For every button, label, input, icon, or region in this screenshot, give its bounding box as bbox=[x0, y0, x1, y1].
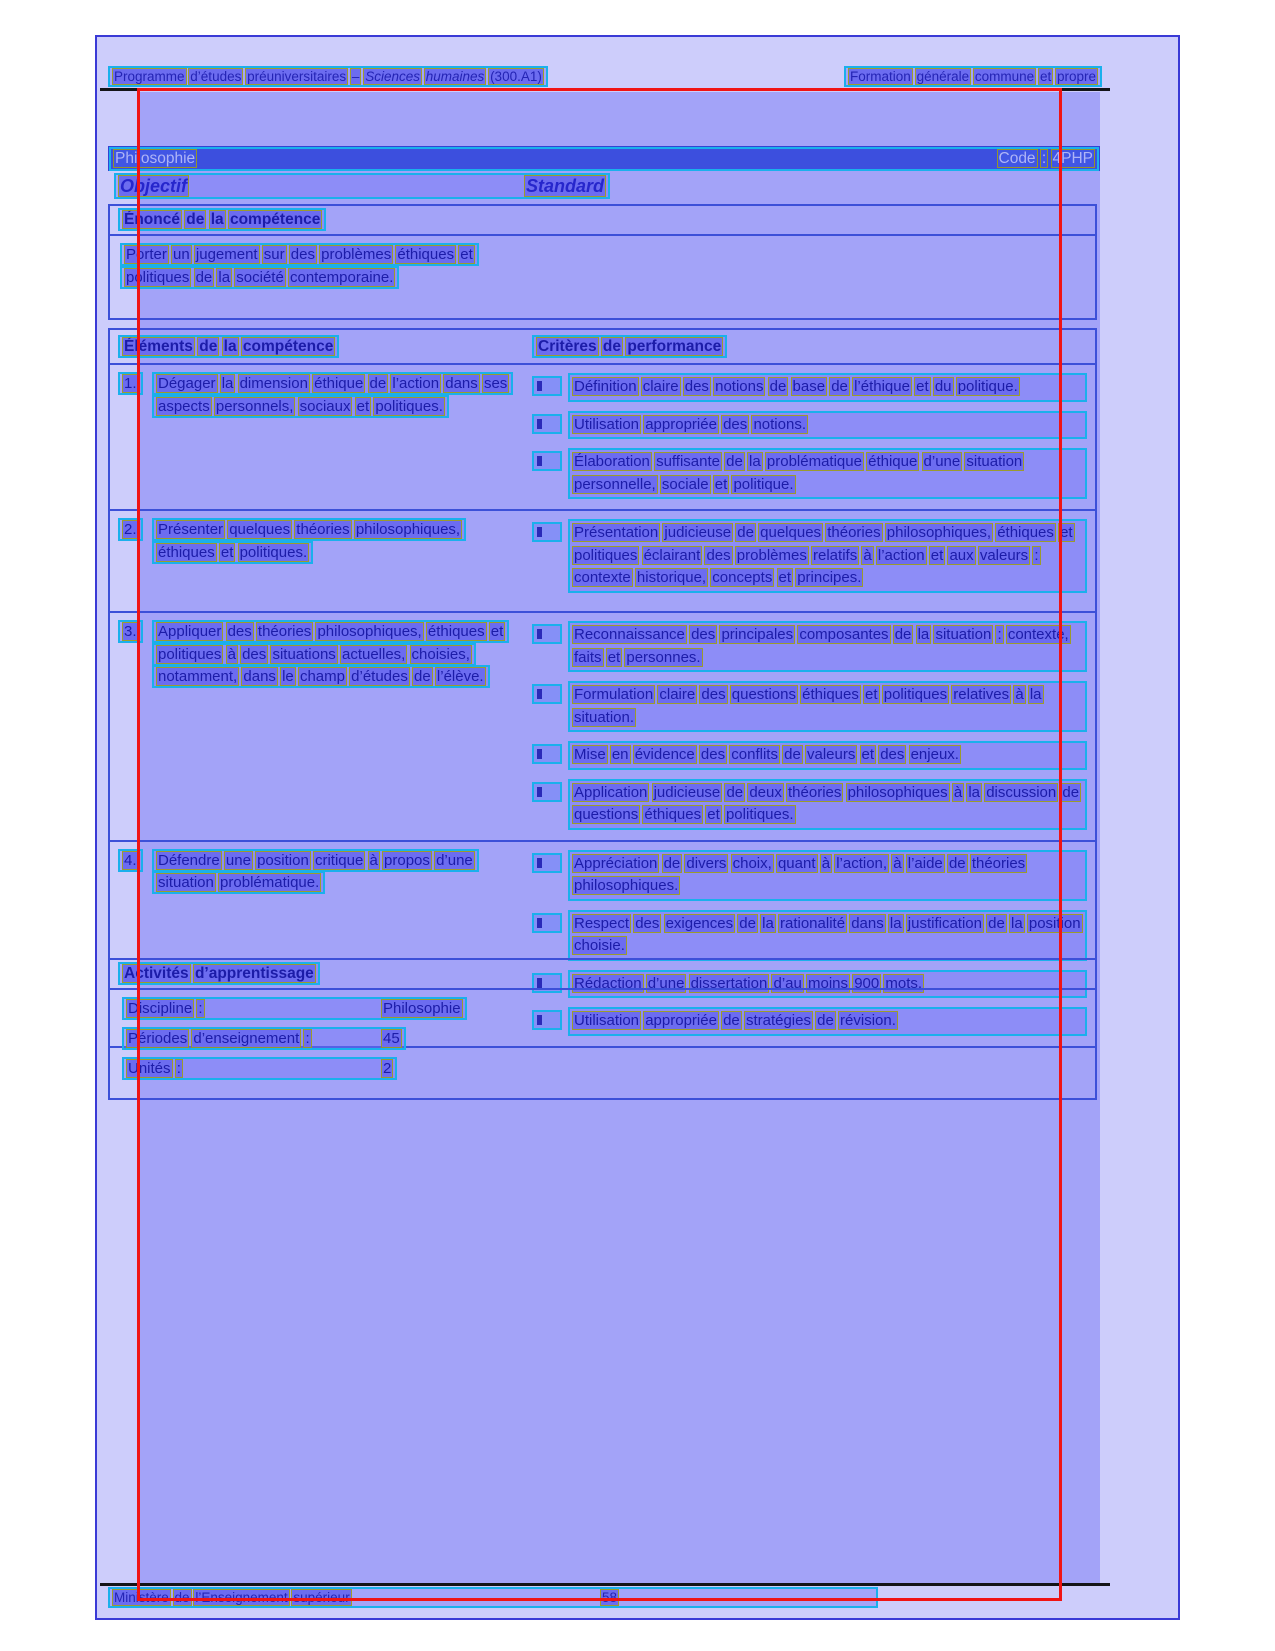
competence-table bbox=[108, 328, 1097, 1048]
bullet-icon bbox=[532, 913, 562, 933]
activites-label: Unités : bbox=[128, 1060, 181, 1077]
criterion: Respect des exigences de la rationalité dans la justification de la position choisie. bbox=[532, 910, 1087, 961]
activites-value: 45 bbox=[383, 1030, 400, 1047]
bullet-icon bbox=[532, 451, 562, 471]
criterion: Appréciation de divers choix, quant à l’action, à l’aide de théories philosophiques. bbox=[532, 850, 1087, 901]
activites-row bbox=[122, 1060, 1085, 1077]
element-cell: Présenter quelques théories philosophiques, éthiques et politiques. bbox=[152, 519, 532, 601]
criteria-cell bbox=[532, 373, 1087, 499]
element-cell: Dégager la dimension éthique de l’action dans ses aspects personnels, sociaux et politiques. bbox=[152, 373, 532, 499]
criteria-cell bbox=[532, 519, 1087, 601]
footer-ministry: Ministère de l’Enseignement supérieur bbox=[114, 1590, 350, 1605]
header-left-suffix: (300.A1) bbox=[490, 69, 542, 84]
bullet-icon bbox=[532, 522, 562, 542]
criterion: Mise en évidence des conflits de valeurs et des enjeux. bbox=[532, 741, 1087, 770]
course-code: Code : 4PHP bbox=[998, 149, 1093, 167]
enonce-heading: Énoncé de la compétence bbox=[110, 206, 1095, 236]
row-number: 4. bbox=[118, 850, 152, 1036]
col2-header: Critères de performance bbox=[532, 335, 1095, 358]
course-title-bar bbox=[108, 146, 1100, 171]
activites-label: Discipline : bbox=[128, 1000, 203, 1017]
header-left-italic: Sciences humaines bbox=[365, 69, 485, 84]
criterion: Utilisation appropriée de stratégies de révision. bbox=[532, 1007, 1087, 1036]
page-footer bbox=[108, 1587, 878, 1608]
objectif-standard-row bbox=[114, 176, 610, 197]
header-rule bbox=[100, 88, 1110, 91]
activites-value: 2 bbox=[383, 1060, 392, 1077]
criterion: Présentation judicieuse de quelques théories philosophiques, éthiques et politiques éclairant des problèmes relatifs à l’action et aux valeurs : contexte historique, concepts et principes. bbox=[532, 519, 1087, 593]
page-number: 58 bbox=[602, 1590, 618, 1605]
bullet-icon bbox=[532, 853, 562, 873]
activites-value: Philosophie bbox=[383, 1000, 461, 1017]
row-number: 3. bbox=[118, 621, 152, 830]
table-row bbox=[110, 509, 1095, 611]
competence-table-header bbox=[110, 330, 1095, 363]
row-number: 2. bbox=[118, 519, 152, 601]
criterion: Utilisation appropriée des notions. bbox=[532, 411, 1087, 440]
row-number: 1. bbox=[118, 373, 152, 499]
element-cell: Appliquer des théories philosophiques, éthiques et politiques à des situations actuelles, choisies, notamment, dans le champ d’études de l’élève. bbox=[152, 621, 532, 830]
activites-body bbox=[110, 990, 1095, 1098]
col1-header: Éléments de la compétence bbox=[118, 335, 532, 358]
standard-label: Standard bbox=[526, 176, 605, 196]
element-cell: Défendre une position critique à propos d’une situation problématique. bbox=[152, 850, 532, 1036]
bullet-icon bbox=[532, 782, 562, 802]
criterion: Élaboration suffisante de la problématique éthique d’une situation personnelle, sociale et politique. bbox=[532, 448, 1087, 499]
bullet-icon bbox=[532, 376, 562, 396]
activites-row bbox=[122, 1000, 1085, 1017]
activites-row bbox=[122, 1030, 1085, 1047]
header-right: Formation générale commune et propre bbox=[844, 68, 1102, 86]
objectif-label: Objectif bbox=[120, 176, 188, 196]
criterion: Reconnaissance des principales composantes de la situation : contexte, faits et personnes. bbox=[532, 621, 1087, 672]
course-title: Philosophie bbox=[115, 149, 196, 167]
enonce-box bbox=[108, 204, 1097, 320]
criterion: Définition claire des notions de base de l’éthique et du politique. bbox=[532, 373, 1087, 402]
header-left bbox=[108, 68, 548, 86]
criteria-cell bbox=[532, 621, 1087, 830]
enonce-text: Porter un jugement sur des problèmes éthiques et politiques de la société contemporaine. bbox=[110, 236, 490, 302]
bullet-icon bbox=[532, 624, 562, 644]
page-header bbox=[108, 68, 1102, 86]
footer-rule bbox=[100, 1583, 1110, 1586]
bullet-icon bbox=[532, 744, 562, 764]
criterion: Application judicieuse de deux théories philosophiques à la discussion de questions éthiques et politiques. bbox=[532, 779, 1087, 830]
bullet-icon bbox=[532, 684, 562, 704]
criterion: Formulation claire des questions éthiques et politiques relatives à la situation. bbox=[532, 681, 1087, 732]
header-left-prefix: Programme d’études préuniversitaires – bbox=[114, 69, 360, 84]
criterion: Rédaction d’une dissertation d’au moins 900 mots. bbox=[532, 970, 1087, 999]
table-row bbox=[110, 363, 1095, 509]
activites-box bbox=[108, 958, 1097, 1100]
table-row bbox=[110, 611, 1095, 840]
bullet-icon bbox=[532, 414, 562, 434]
activites-label: Périodes d’enseignement : bbox=[128, 1030, 310, 1047]
activites-heading: Activités d’apprentissage bbox=[110, 960, 1095, 990]
